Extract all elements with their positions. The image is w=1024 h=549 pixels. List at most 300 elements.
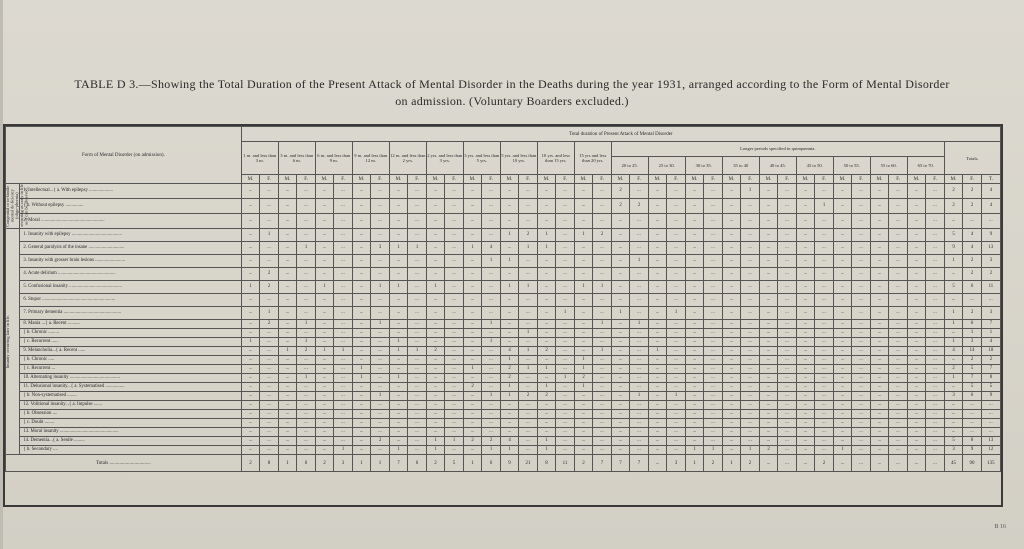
table-cell: ... (519, 268, 538, 281)
table-cell: ... (408, 365, 427, 374)
table-cell: ... (352, 184, 371, 199)
table-cell: 4 (981, 338, 1000, 347)
table-cell: ... (852, 383, 871, 392)
table-cell: ... (371, 307, 390, 320)
table-cell: ... (352, 392, 371, 401)
table-cell: ... (741, 428, 760, 437)
table-cell: ... (537, 419, 556, 428)
table-cell: ... (889, 214, 908, 229)
table-cell: 3 (944, 392, 963, 401)
table-cell: ... (297, 268, 316, 281)
table-cell: ... (630, 268, 649, 281)
table-cell: ... (611, 356, 630, 365)
table-cell: ... (519, 199, 538, 214)
table-cell: ... (778, 437, 797, 446)
table-cell: ... (870, 356, 889, 365)
table-cell: ... (426, 374, 445, 383)
table-cell: 1 (241, 338, 260, 347)
table-cell: ... (815, 374, 834, 383)
totals-cell: 6 (408, 455, 427, 472)
table-cell: ... (574, 410, 593, 419)
table-cell: 1 (260, 307, 279, 320)
row-label: 14. Dementia...{ a. Senile ......... (20, 437, 241, 446)
table-cell: ... (463, 338, 482, 347)
row-label: 1. Insanity with epilepsy .......................................... (20, 229, 241, 242)
row-label: 6. Stupor ............................................................. (20, 294, 241, 307)
table-cell: ... (870, 214, 889, 229)
table-cell: ... (907, 184, 926, 199)
totals-cell: 7 (630, 455, 649, 472)
table-cell: ... (926, 410, 945, 419)
table-cell: ... (741, 365, 760, 374)
table-cell: 4 (944, 347, 963, 356)
table-cell: 2 (981, 356, 1000, 365)
table-cell: ... (648, 199, 667, 214)
table-cell: ... (389, 383, 408, 392)
table-cell: ... (815, 320, 834, 329)
table-cell: ... (852, 184, 871, 199)
table-cell: 1 (593, 281, 612, 294)
table-cell: ... (297, 329, 316, 338)
quinquennium-header: 20 to 25. (621, 163, 638, 168)
table-cell: 1 (297, 320, 316, 329)
table-cell: ... (371, 383, 390, 392)
table-cell: ... (500, 428, 519, 437)
table-cell: ... (630, 437, 649, 446)
table-cell: 2 (426, 347, 445, 356)
period-header: 6 m. and less than 9 m. (315, 142, 352, 175)
table-cell: ... (796, 401, 815, 410)
table-cell: ... (944, 428, 963, 437)
table-cell: ... (926, 281, 945, 294)
table-cell: ... (796, 428, 815, 437)
table-cell: ... (926, 199, 945, 214)
table-cell: 1 (519, 242, 538, 255)
table-cell: ... (297, 356, 316, 365)
table-cell: ... (981, 214, 1000, 229)
table-cell: ... (852, 365, 871, 374)
table-cell: 1 (463, 242, 482, 255)
table-cell: ... (870, 365, 889, 374)
table-cell: ... (371, 184, 390, 199)
table-cell: ... (389, 419, 408, 428)
table-cell: ... (463, 294, 482, 307)
table-cell: ... (611, 268, 630, 281)
table-cell: ... (907, 410, 926, 419)
table-cell: 1 (648, 347, 667, 356)
table-cell: 2 (593, 229, 612, 242)
table-cell: ... (833, 410, 852, 419)
table-cell: ... (278, 383, 297, 392)
table-cell: ... (630, 294, 649, 307)
table-cell: ... (815, 214, 834, 229)
table-cell: ... (278, 437, 297, 446)
table-cell: 6 (963, 320, 982, 329)
table-cell: ... (926, 268, 945, 281)
table-cell: ... (870, 338, 889, 347)
table-cell: ... (611, 255, 630, 268)
table-cell: ... (685, 329, 704, 338)
title-line-1: TABLE D 3.—Showing the Total Duration of the Present Attack of Mental Disorder in the Deaths during the year 1931, arranged according to the Form of Mental Disorder (74, 77, 950, 91)
table-cell: ... (315, 419, 334, 428)
table-cell: 1 (426, 446, 445, 455)
table-cell: ... (315, 320, 334, 329)
table-cell: ... (667, 294, 686, 307)
table-cell: ... (630, 184, 649, 199)
table-cell: ... (352, 383, 371, 392)
table-cell: ... (852, 255, 871, 268)
female-col-header: F. (408, 175, 427, 184)
table-cell: ... (352, 320, 371, 329)
table-cell: ... (907, 437, 926, 446)
table-cell: ... (611, 446, 630, 455)
table-cell: ... (241, 229, 260, 242)
table-cell: 1 (352, 374, 371, 383)
table-cell: ... (297, 294, 316, 307)
table-cell: ... (741, 392, 760, 401)
table-cell: ... (648, 329, 667, 338)
table-cell: ... (389, 294, 408, 307)
totals-cell: 6 (482, 455, 501, 472)
table-cell: ... (852, 329, 871, 338)
table-cell: ... (667, 242, 686, 255)
table-cell: ... (852, 268, 871, 281)
table-cell: ... (389, 437, 408, 446)
table-cell: ... (371, 365, 390, 374)
table-cell: ... (796, 338, 815, 347)
table-cell: ... (759, 242, 778, 255)
table-cell: ... (278, 320, 297, 329)
totals-cell: ... (870, 455, 889, 472)
table-cell: ... (482, 268, 501, 281)
table-cell: ... (574, 446, 593, 455)
table-cell: ... (260, 242, 279, 255)
female-col-header: F. (482, 175, 501, 184)
table-cell: 1 (297, 338, 316, 347)
totals-cell: 1 (722, 455, 741, 472)
table-cell: ... (389, 428, 408, 437)
totals-cell: 7 (389, 455, 408, 472)
table-cell: ... (796, 365, 815, 374)
table-cell: ... (519, 374, 538, 383)
table-cell: 1 (482, 392, 501, 401)
table-row (6, 255, 1001, 268)
table-cell: ... (371, 374, 390, 383)
totals-cell: 135 (981, 455, 1000, 472)
table-cell: ... (297, 446, 316, 455)
table-cell: ... (815, 437, 834, 446)
table-cell: 2 (611, 199, 630, 214)
table-cell: ... (722, 320, 741, 329)
table-row (6, 356, 1001, 365)
table-cell: 4 (500, 437, 519, 446)
table-cell: ... (870, 255, 889, 268)
table-row (6, 199, 1001, 214)
table-cell: ... (537, 320, 556, 329)
table-cell: ... (907, 365, 926, 374)
table-cell: 2 (371, 437, 390, 446)
table-cell: ... (445, 307, 464, 320)
table-cell: ... (537, 184, 556, 199)
table-cell: ... (648, 374, 667, 383)
table-cell: ... (741, 320, 760, 329)
table-cell: ... (574, 184, 593, 199)
table-cell: 1 (944, 374, 963, 383)
male-col-header: M. (315, 175, 334, 184)
table-cell: 1 (593, 347, 612, 356)
totals-cell: 7 (611, 455, 630, 472)
table-cell: ... (630, 428, 649, 437)
table-cell: 1 (260, 229, 279, 242)
table-cell: ... (482, 281, 501, 294)
table-cell: 1 (482, 446, 501, 455)
table-cell: ... (500, 268, 519, 281)
table-cell: ... (704, 242, 723, 255)
period-header: 2 yrs. and less than 3 yrs. (426, 142, 463, 175)
table-cell: ... (371, 229, 390, 242)
table-cell: ... (315, 242, 334, 255)
table-cell: 1 (371, 392, 390, 401)
table-cell: ... (944, 294, 963, 307)
table-cell: ... (759, 437, 778, 446)
section-label-text: Congenital or in-fantile mental de-ficiency (oligo-phrenia) occurring as early in life as it can be observed. (5, 184, 29, 228)
table-cell: 4 (981, 199, 1000, 214)
table-cell: ... (704, 294, 723, 307)
table-cell: 4 (500, 347, 519, 356)
table-cell: ... (334, 410, 353, 419)
table-cell: ... (278, 401, 297, 410)
table-cell: ... (667, 347, 686, 356)
table-cell: ... (704, 437, 723, 446)
table-cell: ... (870, 229, 889, 242)
table-row (6, 214, 1001, 229)
table-cell: ... (889, 374, 908, 383)
table-cell: ... (722, 199, 741, 214)
table-cell: ... (722, 184, 741, 199)
table-cell: ... (574, 419, 593, 428)
table-cell: ... (815, 255, 834, 268)
totals-cell: 1 (463, 455, 482, 472)
table-cell: ... (519, 338, 538, 347)
table-cell: ... (574, 294, 593, 307)
table-cell: ... (685, 383, 704, 392)
table-cell: ... (315, 383, 334, 392)
table-cell: ... (630, 281, 649, 294)
female-col-header: F. (889, 175, 908, 184)
table-cell: ... (556, 383, 575, 392)
table-cell: ... (389, 356, 408, 365)
table-cell: ... (426, 383, 445, 392)
table-cell: ... (796, 410, 815, 419)
table-cell: 1 (519, 365, 538, 374)
table-cell: ... (815, 365, 834, 374)
table-cell: ... (833, 401, 852, 410)
table-cell: ... (241, 214, 260, 229)
table-cell: ... (741, 199, 760, 214)
table-cell: ... (297, 383, 316, 392)
table-cell: ... (574, 268, 593, 281)
table-cell: ... (667, 356, 686, 365)
table-cell: ... (463, 214, 482, 229)
table-cell: ... (426, 320, 445, 329)
table-cell: ... (352, 329, 371, 338)
table-cell: ... (648, 307, 667, 320)
table-cell: 1 (574, 229, 593, 242)
table-cell: 2 (500, 365, 519, 374)
table-cell: ... (907, 356, 926, 365)
table-cell: ... (741, 281, 760, 294)
table-cell: ... (852, 199, 871, 214)
table-cell: ... (463, 199, 482, 214)
table-cell: ... (685, 214, 704, 229)
table-cell: ... (241, 437, 260, 446)
table-cell: ... (389, 199, 408, 214)
table-cell: 1 (500, 356, 519, 365)
table-cell: ... (426, 392, 445, 401)
table-row (6, 184, 1001, 199)
totals-cell: 21 (519, 455, 538, 472)
table-cell: ... (852, 214, 871, 229)
table-cell: ... (352, 428, 371, 437)
table-cell: ... (445, 383, 464, 392)
table-cell: ... (537, 374, 556, 383)
table-cell: ... (741, 338, 760, 347)
table-cell: ... (778, 229, 797, 242)
table-cell: ... (537, 338, 556, 347)
female-col-header: F. (926, 175, 945, 184)
table-cell: ... (815, 401, 834, 410)
table-cell: ... (926, 242, 945, 255)
table-cell: ... (648, 410, 667, 419)
table-cell: ... (593, 419, 612, 428)
totals-cell: ... (778, 455, 797, 472)
table-cell: ... (722, 347, 741, 356)
table-cell: ... (260, 329, 279, 338)
table-cell: ... (260, 437, 279, 446)
table-cell: ... (463, 356, 482, 365)
table-cell: ... (537, 356, 556, 365)
table-cell: ... (556, 437, 575, 446)
table-cell: ... (278, 307, 297, 320)
table-cell: 1 (981, 329, 1000, 338)
table-row (6, 281, 1001, 294)
table-cell: ... (722, 383, 741, 392)
table-cell: ... (389, 392, 408, 401)
table-cell: ... (944, 268, 963, 281)
table-cell: ... (556, 281, 575, 294)
table-cell: ... (815, 446, 834, 455)
table-cell: ... (722, 268, 741, 281)
female-col-header: F. (593, 175, 612, 184)
table-cell: 2 (944, 199, 963, 214)
table-cell: ... (907, 446, 926, 455)
table-cell: ... (722, 214, 741, 229)
table-cell: ... (260, 347, 279, 356)
totals-t-col-header: T. (981, 175, 1000, 184)
table-cell: 1 (704, 446, 723, 455)
table-cell: ... (500, 338, 519, 347)
table-cell: ... (685, 242, 704, 255)
table-cell: ... (648, 401, 667, 410)
row-label: { b. Without epilepsy ............... (20, 199, 241, 214)
male-col-header: M. (389, 175, 408, 184)
table-cell: ... (667, 214, 686, 229)
table-cell: ... (315, 365, 334, 374)
table-cell: ... (870, 184, 889, 199)
table-cell: ... (741, 307, 760, 320)
table-cell: ... (944, 383, 963, 392)
table-cell: ... (556, 338, 575, 347)
table-cell: ... (685, 199, 704, 214)
table-cell: ... (315, 329, 334, 338)
table-cell: ... (593, 307, 612, 320)
table-cell: 3 (371, 242, 390, 255)
longer-periods-label: Longer periods specified in quinquennia. (612, 142, 944, 157)
table-cell: ... (426, 255, 445, 268)
table-cell: ... (630, 356, 649, 365)
table-cell: ... (408, 401, 427, 410)
table-cell: ... (741, 214, 760, 229)
section-label-text: Insanity occurring later in life. (5, 314, 10, 369)
table-cell: ... (926, 419, 945, 428)
table-cell: ... (334, 329, 353, 338)
table-row (6, 294, 1001, 307)
table-cell: ... (926, 401, 945, 410)
table-cell: ... (778, 428, 797, 437)
table-cell: ... (334, 374, 353, 383)
table-cell: ... (408, 281, 427, 294)
table-cell: ... (556, 229, 575, 242)
row-label: 13. Moral insanity ................................................. (20, 428, 241, 437)
table-row (6, 307, 1001, 320)
table-cell: 1 (315, 281, 334, 294)
table-cell: ... (482, 356, 501, 365)
table-cell: ... (315, 410, 334, 419)
table-cell: ... (371, 347, 390, 356)
table-cell: 1 (389, 446, 408, 455)
table-cell: ... (482, 419, 501, 428)
table-cell: ... (889, 294, 908, 307)
table-cell: ... (611, 401, 630, 410)
table-cell: ... (260, 214, 279, 229)
table-cell: ... (260, 392, 279, 401)
male-col-header: M. (907, 175, 926, 184)
table-cell: ... (352, 255, 371, 268)
header-row-1 (6, 127, 1001, 142)
table-cell: 1 (371, 320, 390, 329)
table-cell: ... (334, 214, 353, 229)
table-cell: ... (667, 419, 686, 428)
table-cell: ... (371, 401, 390, 410)
table-cell: 1 (389, 347, 408, 356)
table-cell: ... (759, 199, 778, 214)
table-cell: ... (926, 428, 945, 437)
row-label: 9. Melancholia...{ a. Recent ...... (20, 347, 241, 356)
table-cell: ... (408, 419, 427, 428)
table-cell: ... (537, 401, 556, 410)
table-cell: ... (852, 410, 871, 419)
table-cell: ... (685, 419, 704, 428)
table-cell: ... (704, 320, 723, 329)
table-cell: ... (482, 294, 501, 307)
quinquennium-header: 50 to 55. (833, 157, 870, 174)
table-cell: ... (889, 338, 908, 347)
table-cell: 1 (389, 338, 408, 347)
table-cell: ... (741, 347, 760, 356)
table-cell: ... (870, 329, 889, 338)
table-cell: ... (500, 410, 519, 419)
table-cell: ... (260, 401, 279, 410)
